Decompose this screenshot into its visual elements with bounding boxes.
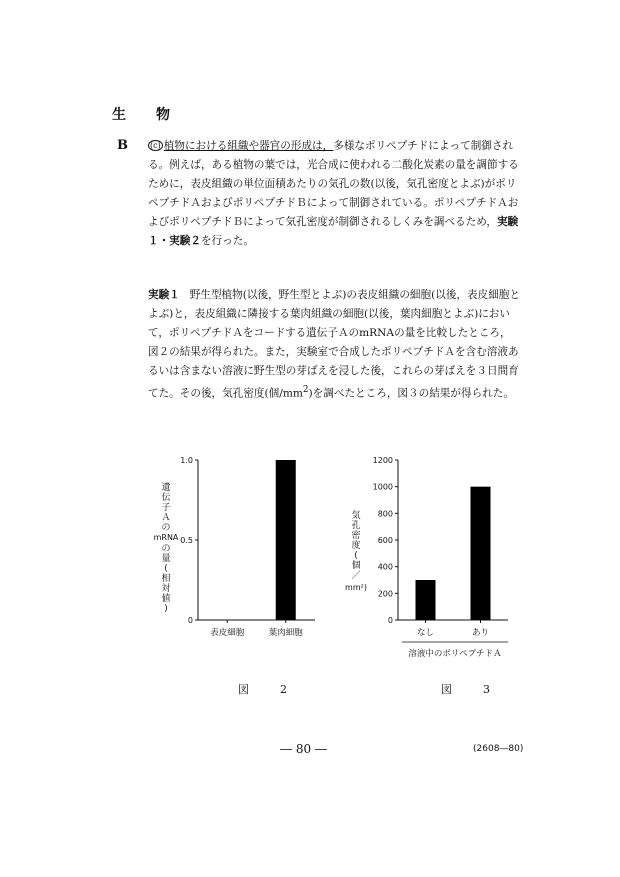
subject-heading: 生 物 [112, 107, 178, 123]
y-axis-label-unit: mm²) [345, 583, 367, 592]
intro-paragraph [148, 136, 520, 251]
y-tick-label: 600 [377, 536, 393, 545]
figure2-chart [140, 450, 340, 650]
y-tick-label: 400 [377, 562, 393, 572]
experiment1-text-end: )を調べたところ，図３の結果が得られた。 [308, 387, 514, 400]
intro-text: 多様なポリペプチドによって制御される。例えば，ある植物の葉では，光合成に使われる二酸化炭素の量を調節するために，表皮組織の単位面積あたりの気孔の数(以後，気孔密度とよぶ)がポリペプチドＡおよびポリペプチドＢによって制御されている。ポリペプチドＡおよびポリペプチドＢによって気孔密度が制御されるしくみを調べるため， [148, 140, 519, 228]
figure3-caption: 図 3 [441, 683, 500, 696]
experiment1-paragraph [148, 286, 520, 404]
experiment1-text: 野生型植物(以後，野生型とよぶ)の表皮組織の細胞(以後，表皮細胞とよぶ)と，表皮組織に隣接する葉肉組織の細胞(以後，葉肉細胞とよぶ)において，ポリペプチドＡをコードする遺伝子ＡのmRNAの量を比較したところ，図２の結果が得られた。また，実験室で合成したポリペプチドＡを含む溶液あるいは含まない溶液に野生型の芽ばえを浸した後，これらの芽ばえを３日間育てた。その後，気孔密度(個/mm [148, 289, 520, 400]
y-tick-label: 1.0 [180, 456, 193, 465]
bar-1 [471, 487, 491, 620]
experiment1-label: 実験１ [148, 289, 180, 301]
y-tick-label: 1200 [372, 456, 393, 465]
underline-marker: (c) [150, 141, 161, 150]
underlined-phrase: 植物における組織や器官の形成は， [163, 140, 334, 152]
x-tick-label: 葉肉細胞 [268, 628, 303, 638]
bar-0 [416, 580, 436, 620]
y-tick-label: 200 [377, 589, 393, 599]
figure3-chart [340, 450, 530, 680]
experiment-reference: 実験１・実験２ [148, 216, 519, 247]
y-tick-label: 0 [187, 616, 193, 625]
figure2-caption: 図 2 [238, 683, 297, 696]
page-code: (2608―80) [473, 744, 524, 754]
intro-end: を行った。 [200, 235, 254, 247]
y-tick-label: 0 [387, 616, 393, 625]
y-tick-label: 1000 [372, 482, 393, 492]
x-axis-title: 溶液中のポリペプチドＡ [408, 649, 502, 659]
section-letter: B [117, 138, 128, 153]
y-axis-label-mrna: mRNA [153, 533, 179, 542]
y-axis-label-part1: 気孔密度(個／ [351, 511, 361, 581]
y-tick-label: 0.5 [180, 536, 193, 545]
page-number: ― 80 ― [280, 742, 327, 756]
x-tick-label: 表皮細胞 [210, 628, 245, 638]
y-axis-label-part1: 遺伝子Ａの [161, 483, 171, 533]
experiment1-sup: 2 [302, 385, 309, 395]
y-tick-label: 800 [377, 509, 393, 519]
x-tick-label: あり [471, 628, 490, 638]
y-axis-label-part2: の量(相対値) [161, 544, 171, 614]
x-tick-label: なし [416, 628, 435, 638]
bar-1 [276, 460, 296, 620]
